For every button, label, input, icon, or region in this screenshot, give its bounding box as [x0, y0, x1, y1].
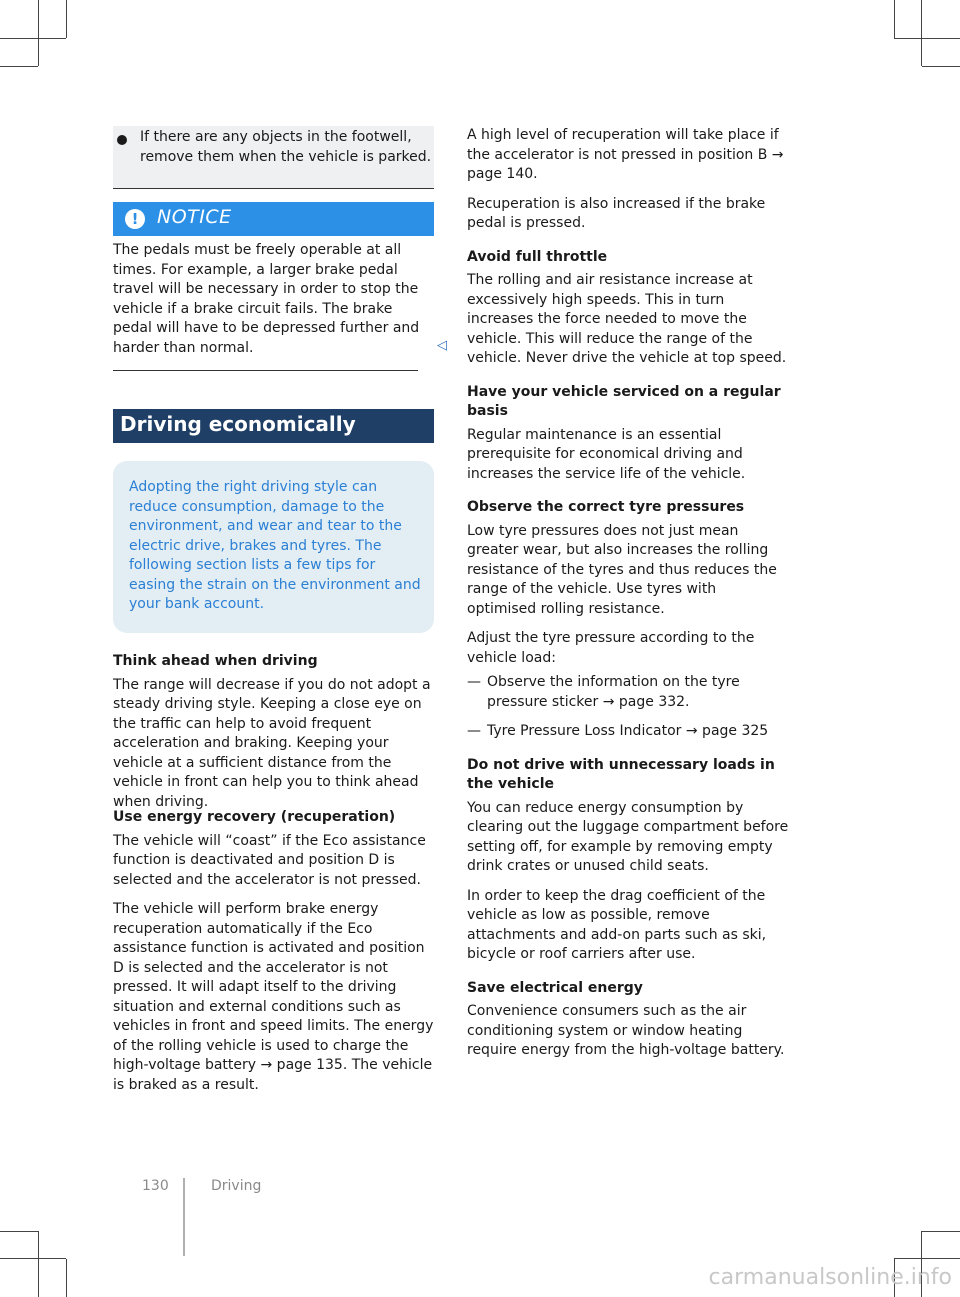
paragraph: You can reduce energy consumption by clearing out the luggage compartment before setting off, for example by removing empty drink crates or unused child seats. [467, 799, 789, 874]
list-item [467, 673, 789, 712]
notice-divider [113, 370, 418, 371]
paragraph: Low tyre pressures does not just mean greater wear, but also increases the rolling resistance of the tyres and thus reduces the range of the vehicle. Use tyres with optimised rolling resistance. [467, 522, 777, 617]
exclamation-icon: ! [125, 209, 145, 229]
right-column [467, 126, 789, 1061]
section-end-marker-icon: ◁ [437, 338, 447, 353]
dash-icon: — [467, 723, 481, 739]
crop-mark [38, 0, 39, 66]
paragraph: Recuperation is also increased if the brake pedal is pressed. [467, 195, 766, 231]
paragraph: The rolling and air resistance increase at excessively high speeds. This in turn increases the force needed to move the vehicle. This will reduce the range of the vehicle. Never drive the vehicle at top speed. [467, 272, 787, 366]
paragraph: A high level of recuperation will take place if the accelerator is not pressed in position B → page 140. [467, 127, 784, 182]
crop-mark [66, 1259, 67, 1297]
crop-mark [922, 66, 960, 67]
crop-mark [922, 1231, 960, 1232]
paragraph: In order to keep the drag coefficient of the vehicle as low as possible, remove attachments and add-on parts such as ski, bicycle or roof carriers after use. [467, 887, 767, 962]
paragraph: Adjust the tyre pressure according to the vehicle load: [467, 630, 755, 666]
crop-mark [0, 1258, 66, 1259]
crop-mark [66, 0, 67, 38]
crop-mark [894, 1258, 960, 1259]
watermark: carmanualsonline.info [708, 1265, 952, 1290]
bullet-dot-icon [117, 135, 127, 145]
block-heading: Think ahead when driving [113, 653, 318, 669]
heading: Observe the correct tyre pressures [467, 499, 745, 515]
crop-mark [0, 1231, 38, 1232]
heading: Avoid full throttle [467, 248, 608, 265]
crop-mark [894, 0, 895, 38]
intro-text: Adopting the right driving style can reduce consumption, damage to the environment, and wear and tear to the electric drive, brakes and tyres. The following section lists a few tips for easing the strain on the environment and your bank account. [129, 479, 421, 612]
crop-mark [38, 1231, 39, 1297]
notice-title: NOTICE [157, 206, 232, 228]
list-item [467, 722, 789, 742]
heading: Have your vehicle serviced on a regular basis [467, 383, 781, 419]
notice-text: The pedals must be freely operable at all times. For example, a larger brake pedal travel will be necessary in order to stop the vehicle if a brake circuit fails. The brake pedal will have to be depressed further and harder than normal. [113, 242, 420, 356]
think-ahead-block [113, 652, 434, 812]
block-heading: Use energy recovery (recuperation) [113, 809, 396, 825]
crop-mark [894, 38, 960, 39]
heading: Save electrical energy [467, 979, 643, 996]
heading: Do not drive with unnecessary loads in the vehicle [467, 756, 775, 792]
block-paragraph: The vehicle will perform brake energy recuperation automatically if the Eco assistance function is activated and position D is selected and the accelerator is not pressed. It will adapt itself to the driving situation and external conditions such as vehicles in front and speed limits. The energy of the rolling vehicle is used to charge the high-voltage battery → page 135. The vehicle is braked as a result. [113, 901, 434, 1093]
list-item-text: Observe the information on the tyre pressure sticker → page 332. [487, 674, 740, 710]
bullet-text: If there are any objects in the footwell, remove them when the vehicle is parked. [140, 129, 432, 165]
block-paragraph: The vehicle will “coast” if the Eco assistance function is deactivated and position D is selected and the accelerator is not pressed. [113, 832, 426, 888]
paragraph: Regular maintenance is an essential prerequisite for economical driving and increases the service life of the vehicle. [467, 426, 746, 482]
section-title: Driving economically [120, 412, 356, 436]
crop-mark [0, 38, 66, 39]
page-number: 130 [142, 1178, 169, 1194]
crop-mark [0, 66, 38, 67]
dash-icon: — [467, 674, 481, 690]
list-item-text: Tyre Pressure Loss Indicator → page 325 [487, 723, 769, 739]
recuperation-block [113, 808, 434, 1095]
crop-mark [921, 0, 922, 66]
intro-box [113, 461, 434, 633]
section-header [113, 409, 434, 443]
footer-divider [183, 1178, 185, 1256]
paragraph: Convenience consumers such as the air conditioning system or window heating require energy from the high-voltage battery. [467, 1003, 785, 1058]
notice-header [113, 202, 434, 236]
block-paragraph: The range will decrease if you do not adopt a steady driving style. Keeping a close eye on the traffic can help to avoid frequent acceleration and braking. Keeping your vehicle at a sufficient distance from the vehicle in front can help you to think ahead when driving. [113, 676, 431, 810]
warning-bullet-box [113, 126, 434, 189]
footer-section-label: Driving [211, 1178, 262, 1194]
